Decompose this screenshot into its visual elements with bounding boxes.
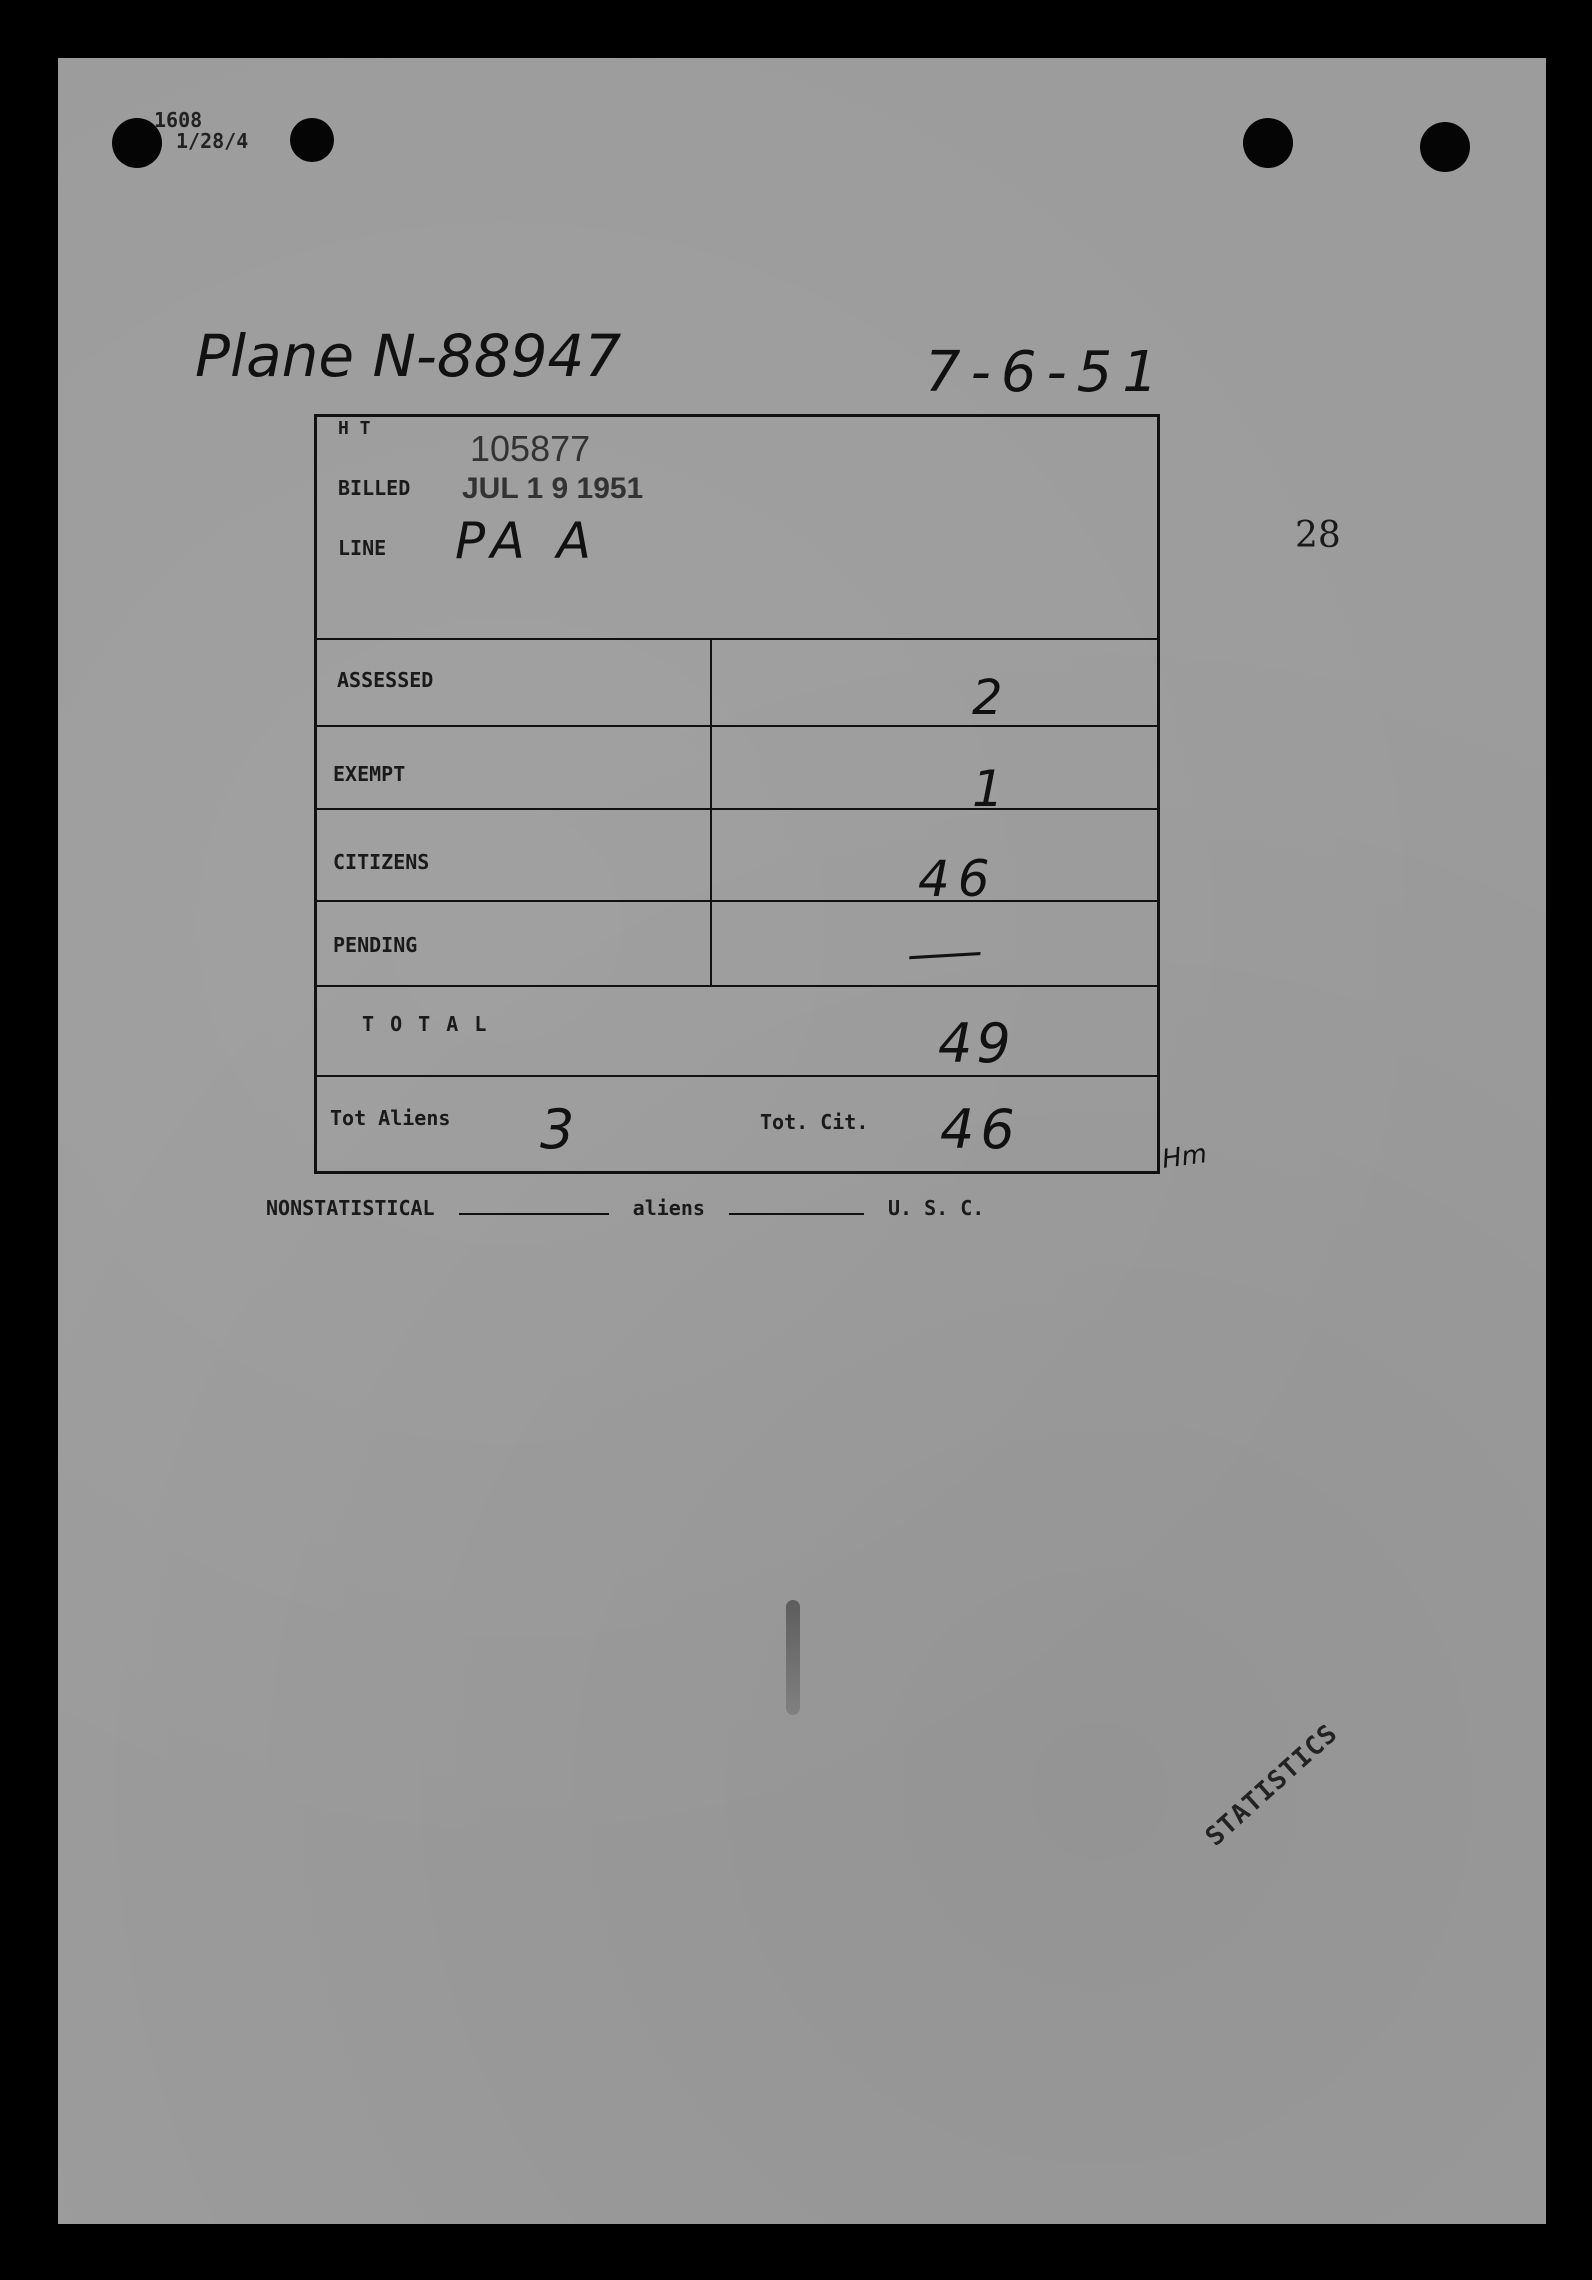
- tot-cit-value: 46: [940, 1098, 1021, 1161]
- billed-date: JUL 1 9 1951: [462, 472, 644, 505]
- tot-aliens-label: Tot Aliens: [330, 1106, 451, 1130]
- plane-number: Plane N-88947: [195, 322, 622, 390]
- divider: [316, 638, 1158, 640]
- aliens-blank: [729, 1213, 864, 1215]
- nonstatistical-line: [266, 1196, 984, 1220]
- divider: [316, 985, 1158, 987]
- ht-number: 105877: [470, 428, 591, 469]
- assessed-label: ASSESSED: [337, 668, 434, 692]
- divider: [316, 725, 1158, 727]
- pending-label: PENDING: [333, 933, 418, 957]
- nonstatistical-label: NONSTATISTICAL: [266, 1196, 435, 1220]
- manifest-table: [314, 414, 1160, 1174]
- usc-label: U. S. C.: [888, 1196, 985, 1220]
- punch-hole: [290, 118, 334, 162]
- line-label: LINE: [338, 536, 387, 560]
- form-code-line-2: 1/28/4: [176, 129, 249, 153]
- form-code: [130, 110, 248, 152]
- citizens-value: 46: [918, 850, 998, 908]
- nonstatistical-blank: [459, 1213, 609, 1215]
- pending-value: —: [900, 925, 989, 981]
- tot-aliens-value: 3: [540, 1098, 575, 1161]
- tot-cit-label: Tot. Cit.: [760, 1110, 869, 1134]
- page-number: 28: [1295, 515, 1341, 556]
- exempt-value: 1: [972, 760, 1004, 818]
- exempt-label: EXEMPT: [333, 762, 406, 786]
- punch-hole: [1420, 122, 1470, 172]
- aliens-label: aliens: [632, 1196, 705, 1220]
- column-divider: [710, 640, 712, 985]
- total-label: T O T A L: [362, 1012, 489, 1036]
- divider: [316, 808, 1158, 810]
- initials-signature: Hm: [1160, 1139, 1209, 1175]
- citizens-label: CITIZENS: [333, 850, 430, 874]
- divider: [316, 900, 1158, 902]
- total-value: 49: [938, 1012, 1015, 1075]
- punch-hole: [1243, 118, 1293, 168]
- form-code-line-1: 1608: [154, 108, 203, 132]
- statistics-stamp: STATISTICS: [1200, 1718, 1344, 1853]
- ht-label: H T: [338, 418, 371, 439]
- line-value: PA A: [455, 512, 599, 570]
- divider: [316, 1075, 1158, 1077]
- flight-date: 7-6-51: [925, 340, 1168, 405]
- assessed-value: 2: [972, 670, 1003, 726]
- ink-smudge: [786, 1600, 800, 1715]
- billed-label: BILLED: [338, 476, 411, 500]
